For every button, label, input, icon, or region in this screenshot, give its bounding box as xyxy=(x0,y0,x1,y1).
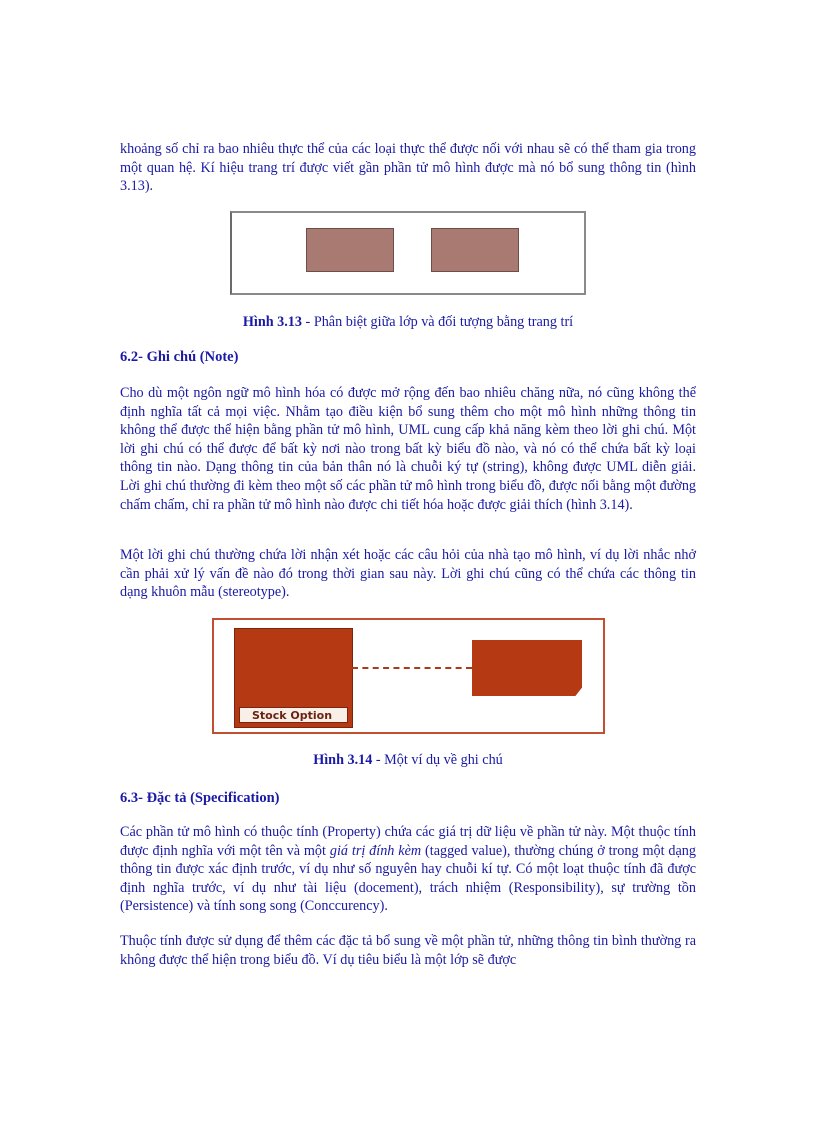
figure-3-14-caption xyxy=(0,752,816,769)
section-6-3-paragraph-1-part-b: (tagged value), thường chúng ở trong một dạng thông tin được xác định trước, ví dụ như số nguyên hay chuỗi kí tự. Có một loạt thuộc tính đã được định nghĩa trước, ví dụ như tài liệu (docement), trách nhiệm (Responsibility), sự trường tồn (Persistence) và tính song song (Conccurency). xyxy=(120,842,696,915)
section-6-2-paragraph-2: Một lời ghi chú thường chứa lời nhận xét hoặc các câu hỏi của nhà tạo mô hình, ví dụ lời nhắc nhở cần phải xử lý vấn đề nào đó trong thời gian sau này. Lời ghi chú cũng có thể chứa các thông tin dạng khuôn mẫu (stereotype). xyxy=(120,547,696,601)
figure-3-14-caption-text: - Một ví dụ về ghi chú xyxy=(372,752,503,768)
dotted-connector xyxy=(352,667,472,669)
section-6-3-paragraph-1-part-a: Các phần tử mô hình có thuộc tính (Property) chứa các giá trị dữ liệu về phần tử này. Một thuộc tính được định nghĩa với một tên và một xyxy=(120,824,696,859)
section-6-2-paragraph-1: Cho dù một ngôn ngữ mô hình hóa có được mở rộng đến bao nhiêu chăng nữa, nó cũng không thể định nghĩa tất cả mọi việc. Nhằm tạo điều kiện bổ sung thêm cho một mô hình những thông tin không thể được thể hiện bằng phần tử mô hình, UML cung cấp khả năng kèm theo lời ghi chú. Một lời ghi chú có thể được để bất kỳ nơi nào trong bất kỳ biểu đồ nào, và nó có thể chứa bất kỳ loại thông tin nào. Dạng thông tin của bản thân nó là chuỗi ký tự (string), không được UML diễn giải. Lời ghi chú thường đi kèm theo một số các phần tử mô hình trong biểu đồ, được nối bằng một đường chấm chấm, chỉ ra phần tử mô hình nào được chi tiết hóa hoặc được giải thích (hình 3.14). xyxy=(120,385,696,513)
figure-3-14-diagram xyxy=(212,618,605,734)
section-6-3-paragraph-1-italic: giá trị đính kèm xyxy=(329,842,422,859)
figure-3-13-caption-label: Hình 3.13 xyxy=(242,314,302,330)
figure-3-13-caption xyxy=(0,314,816,331)
section-6-3-paragraph-1 xyxy=(120,823,696,916)
intro-paragraph: khoảng số chỉ ra bao nhiêu thực thể của các loại thực thể được nối với nhau sẽ có thể tham gia trong một quan hệ. Kí hiệu trang trí được viết gần phần tử mô hình được mà nó bổ sung thông tin (hình 3.13). xyxy=(120,141,696,195)
note-shape xyxy=(472,640,582,696)
figure-3-13-diagram xyxy=(230,211,586,295)
section-6-3-paragraph-2: Thuộc tính được sử dụng để thêm các đặc tả bổ sung về một phần tử, những thông tin bình thường ra không được thể hiện trong biểu đồ. Ví dụ tiêu biểu là một lớp sẽ được xyxy=(120,933,696,968)
section-6-3-heading: 6.3- Đặc tả (Specification) xyxy=(120,790,280,806)
figure-3-14-caption-label: Hình 3.14 xyxy=(313,752,373,768)
figure-3-13-caption-text: - Phân biệt giữa lớp và đối tượng bằng trang trí xyxy=(302,314,574,330)
class-box xyxy=(306,228,394,272)
object-box xyxy=(431,228,519,272)
section-6-2-heading: 6.2- Ghi chú (Note) xyxy=(120,349,239,365)
model-element-label: Stock Option xyxy=(239,707,348,723)
model-element-box xyxy=(234,628,353,728)
